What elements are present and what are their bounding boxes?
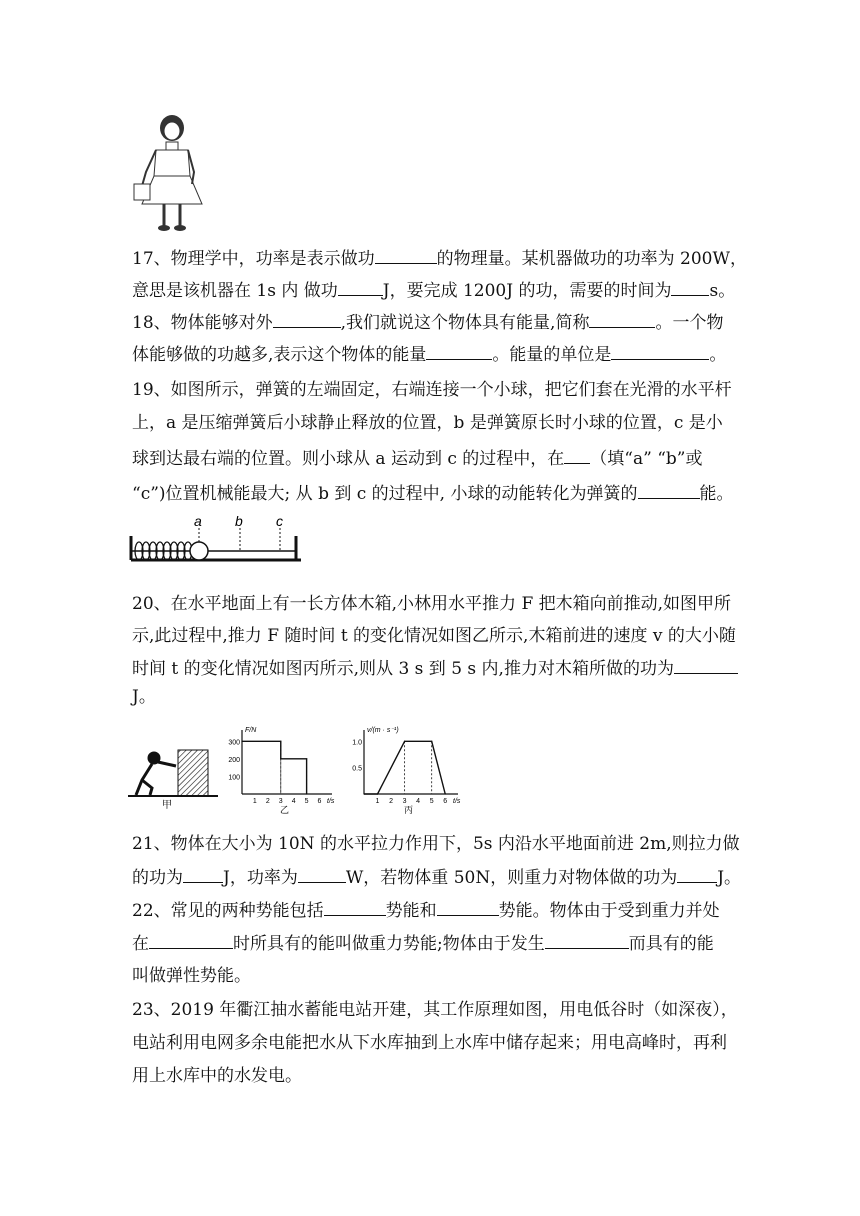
q18-text: ,我们就说这个物体具有能量,简称 bbox=[340, 313, 590, 333]
q21-text: J，功率为 bbox=[223, 868, 298, 888]
q22-text: 势能。物体由于受到重力并处 bbox=[498, 901, 720, 921]
q21-text: 的功为 bbox=[132, 868, 183, 888]
q19-text: “c”)位置机械能最大; 从 b 到 c 的过程中, 小球的动能转化为弹簧的 bbox=[132, 484, 638, 504]
q19-line-2: 上，a 是压缩弹簧后小球静止释放的位置，b 是弹簧原长时小球的位置，c 是小 bbox=[132, 413, 723, 433]
label-c: c bbox=[276, 514, 283, 529]
label-a: a bbox=[194, 514, 202, 529]
x-tick-label: 1 bbox=[252, 798, 257, 805]
q19-text: （填“a” “b”或 bbox=[590, 449, 703, 469]
data-point bbox=[363, 793, 364, 794]
q17-text: 的物理量。某机器做功的功率为 200W， bbox=[436, 249, 747, 269]
q17-text: J，要完成 1200J 的功，需要的时间为 bbox=[382, 281, 672, 301]
q18-line-1 bbox=[132, 311, 723, 334]
q21-blank-1[interactable] bbox=[183, 866, 223, 883]
chart-caption: 丙 bbox=[404, 805, 414, 815]
q19-line-3 bbox=[132, 447, 702, 470]
spring-ball-figure bbox=[128, 514, 306, 566]
q19-blank-2[interactable] bbox=[638, 482, 700, 499]
q22-text: 在 bbox=[132, 934, 149, 954]
data-point bbox=[431, 741, 432, 742]
x-tick-label: 4 bbox=[291, 798, 296, 805]
girl-illustration bbox=[128, 112, 214, 234]
pushing-person bbox=[136, 753, 176, 795]
q18-text: 18、物体能够对外 bbox=[132, 313, 273, 333]
q23-line-3: 用上水库中的水发电。 bbox=[132, 1066, 302, 1086]
q21-line-1: 21、物体在大小为 10N 的水平拉力作用下，5s 内沿水平地面前进 2m,则拉力做 bbox=[132, 834, 740, 854]
chart-yi bbox=[222, 724, 342, 816]
q22-line-2 bbox=[132, 932, 714, 955]
q20-line-2: 示,此过程中,推力 F 随时间 t 的变化情况如图乙所示,木箱前进的速度 v 的大小随 bbox=[132, 626, 736, 646]
x-axis-label: t/s bbox=[327, 798, 335, 805]
q17-text: s。 bbox=[709, 281, 736, 301]
y-axis-label: F/N bbox=[245, 727, 257, 734]
q18-blank-3[interactable] bbox=[426, 343, 492, 360]
data-point bbox=[445, 793, 446, 794]
data-point bbox=[306, 793, 307, 794]
q18-blank-4[interactable] bbox=[611, 343, 709, 360]
q20-line-3 bbox=[132, 657, 738, 680]
ball bbox=[190, 542, 208, 560]
q23-line-1: 23、2019 年衢江抽水蓄能电站开建，其工作原理如图，用电低谷时（如深夜）， bbox=[132, 1000, 738, 1020]
x-tick-label: 5 bbox=[429, 798, 434, 805]
y-tick-label: 300 bbox=[228, 739, 240, 747]
x-tick-label: 1 bbox=[375, 798, 380, 805]
q17-line-2 bbox=[132, 279, 735, 302]
q20-text: 时间 t 的变化情况如图丙所示,则从 3 s 到 5 s 内,推力对木箱所做的功为 bbox=[132, 659, 674, 679]
q21-text: J。 bbox=[717, 868, 742, 888]
data-point bbox=[306, 758, 307, 759]
x-tick-label: 2 bbox=[389, 798, 393, 805]
q19-line-1: 19、如图所示，弹簧的左端固定，右端连接一个小球，把它们套在光滑的水平杆 bbox=[132, 380, 732, 400]
q21-line-2 bbox=[132, 866, 741, 889]
q22-blank-2[interactable] bbox=[437, 899, 499, 916]
y-axis-label: v/(m · s⁻¹) bbox=[367, 727, 399, 734]
q22-text: 势能和 bbox=[385, 901, 437, 921]
q21-text: W，若物体重 50N，则重力对物体做的功为 bbox=[345, 868, 678, 888]
data-point bbox=[280, 741, 281, 742]
data-point bbox=[377, 793, 378, 794]
q17-blank-2[interactable] bbox=[338, 279, 383, 296]
y-tick-label: 1.0 bbox=[352, 739, 362, 747]
q20-line-1: 20、在水平地面上有一长方体木箱,小林用水平推力 F 把木箱向前推动,如图甲所 bbox=[132, 594, 732, 614]
q17-text: 17、物理学中，功率是表示做功 bbox=[132, 249, 375, 269]
x-tick-label: 6 bbox=[317, 798, 322, 805]
q17-blank-1[interactable] bbox=[375, 247, 437, 264]
q22-blank-4[interactable] bbox=[545, 932, 629, 949]
wooden-box bbox=[178, 750, 208, 796]
q19-blank-1[interactable] bbox=[564, 447, 590, 464]
spring-coils bbox=[135, 542, 192, 560]
q20-blank-1[interactable] bbox=[674, 657, 738, 674]
y-tick-label: 0.5 bbox=[352, 765, 362, 773]
q19-text: 球到达最右端的位置。则小球从 a 运动到 c 的过程中，在 bbox=[132, 449, 565, 469]
label-jia: 甲 bbox=[162, 800, 172, 810]
y-tick-label: 100 bbox=[228, 774, 240, 782]
q17-blank-3[interactable] bbox=[671, 279, 709, 296]
x-tick-label: 3 bbox=[402, 798, 407, 805]
q17-text: 意思是该机器在 1s 内 做功 bbox=[132, 281, 338, 301]
q18-blank-1[interactable] bbox=[273, 311, 341, 328]
q18-line-2 bbox=[132, 343, 726, 366]
x-tick-label: 4 bbox=[416, 798, 421, 805]
q22-text: 22、常见的两种势能包括 bbox=[132, 901, 324, 921]
q18-text: 。能量的单位是 bbox=[492, 345, 612, 365]
q19-line-4 bbox=[132, 482, 734, 505]
data-point bbox=[241, 741, 242, 742]
q17-line-1 bbox=[132, 247, 747, 270]
q23-line-2: 电站利用电网多余电能把水从下水库抽到上水库中储存起来；用电高峰时，再利 bbox=[132, 1033, 727, 1053]
q21-blank-2[interactable] bbox=[298, 866, 346, 883]
label-b: b bbox=[235, 514, 243, 529]
q18-blank-2[interactable] bbox=[589, 311, 655, 328]
q18-text: 体能够做的功越多,表示这个物体的能量 bbox=[132, 345, 427, 365]
q22-line-3: 叫做弹性势能。 bbox=[132, 966, 251, 986]
q18-text: 。 bbox=[709, 345, 727, 365]
x-tick-label: 3 bbox=[278, 798, 283, 805]
y-tick-label: 200 bbox=[228, 756, 240, 764]
q22-line-1 bbox=[132, 899, 720, 922]
x-tick-label: 5 bbox=[304, 798, 309, 805]
x-tick-label: 6 bbox=[443, 798, 448, 805]
chart-caption: 乙 bbox=[280, 805, 290, 815]
q18-text: 。一个物 bbox=[655, 313, 724, 333]
data-series-line bbox=[242, 741, 307, 794]
data-point bbox=[404, 741, 405, 742]
q20-line-4: J。 bbox=[132, 687, 156, 707]
q22-blank-3[interactable] bbox=[149, 932, 233, 949]
q22-text: 时所具有的能叫做重力势能;物体由于发生 bbox=[233, 934, 545, 954]
q22-text: 而具有的能 bbox=[628, 934, 714, 954]
q19-text: 能。 bbox=[699, 484, 734, 504]
q21-blank-3[interactable] bbox=[677, 866, 717, 883]
chart-bing bbox=[342, 724, 468, 816]
figure-jia-pushing-box bbox=[128, 740, 220, 810]
x-axis-label: t/s bbox=[453, 798, 461, 805]
q22-blank-1[interactable] bbox=[324, 899, 386, 916]
x-tick-label: 2 bbox=[265, 798, 270, 805]
data-point bbox=[280, 758, 281, 759]
